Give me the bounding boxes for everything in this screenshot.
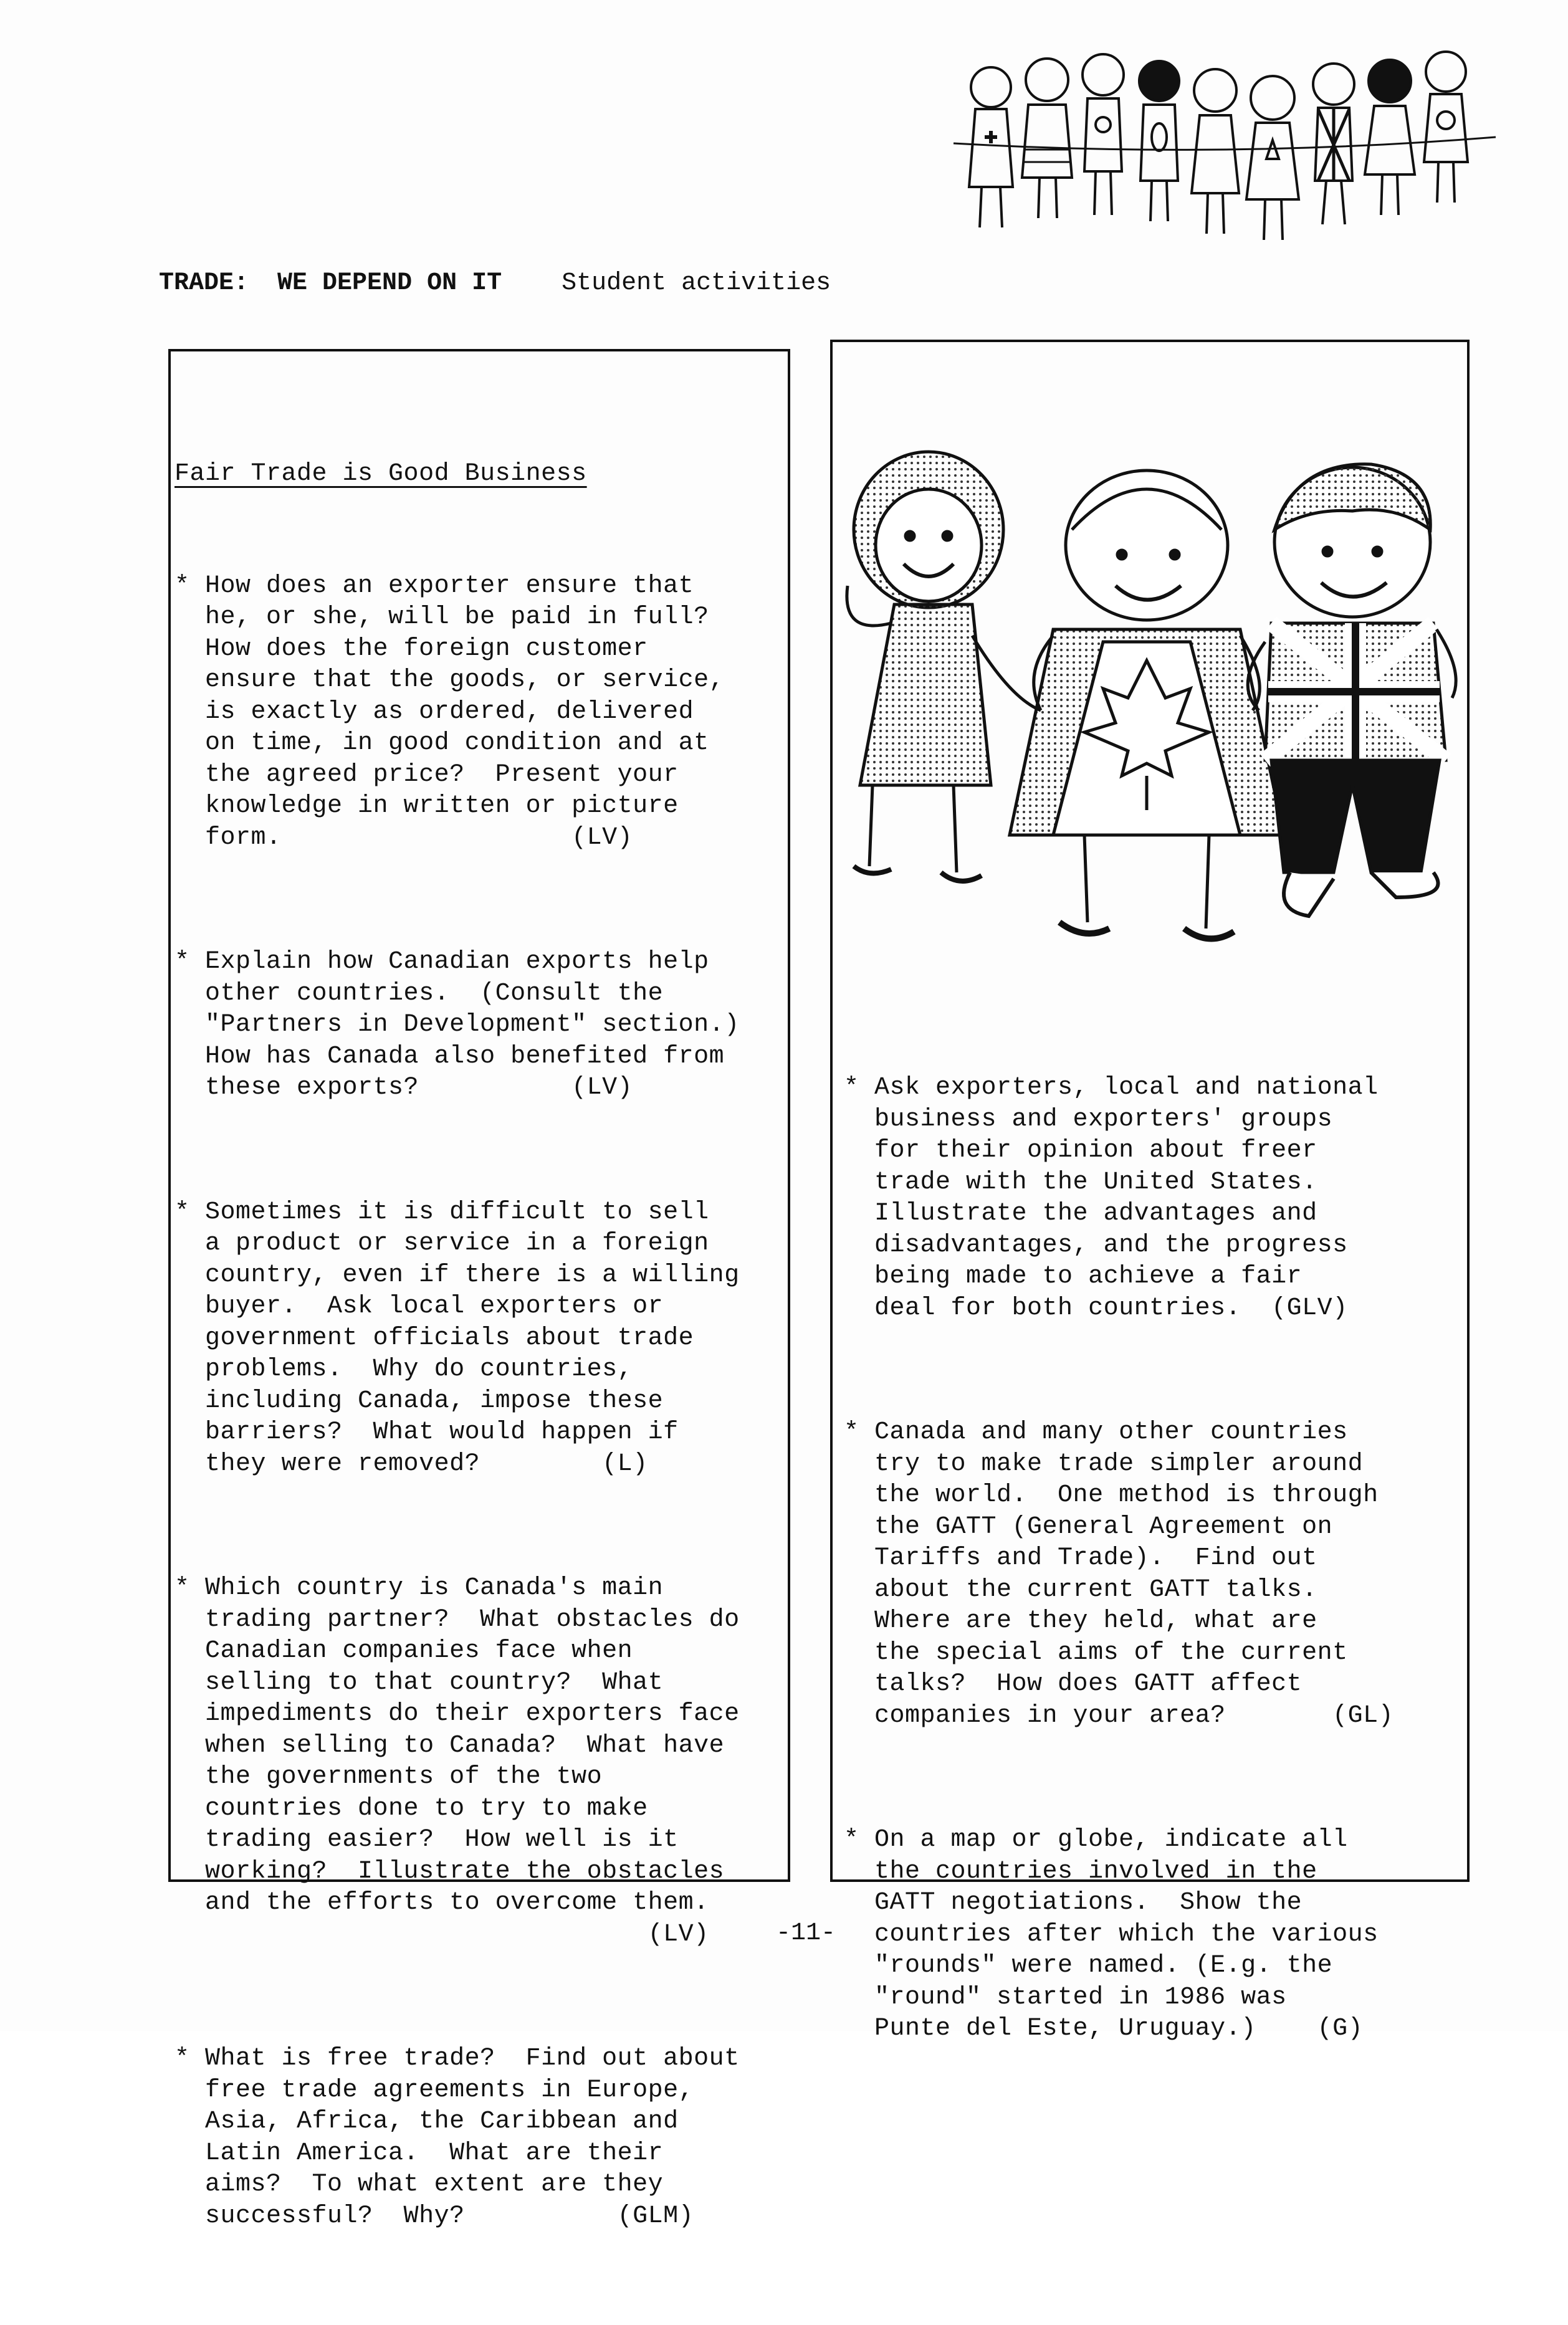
activity-item: * How does an exporter ensure that he, or she, will be paid in full? How does the foreign customer ensure that the goods, or service, is exactly as ordered, delivered on time, in good condition and at the agreed price? Present your knowledge in written or picture form. (LV): [174, 571, 725, 852]
page-number: -11-: [776, 1919, 836, 1947]
activity-item: * Sometimes it is difficult to sell a product or service in a foreign country, even if there is a willing buyer. Ask local exporters or government officials about trade problems. Why do countries, including Canada, impose these barriers? What would happen if they were removed? (L): [174, 1198, 740, 1478]
header-subtitle: Student activities: [562, 269, 831, 297]
activity-item: * On a map or globe, indicate all the countries involved in the GATT negotiations. Show the countries after which the various "rounds" were named. (E.g. the "round" started in 1986 was Punte del Este, Uruguay.) (G): [844, 1826, 1379, 2043]
activity-item: * Which country is Canada's main trading partner? What obstacles do Canadian companies face when selling to that country? What impediments do their exporters face when selling to Canada? What have the governments of the two countries done to try to make trading easier? How well is it working? Illustrate the obstacles and the efforts to overcome them. (LV): [174, 1574, 740, 1949]
activity-item: * What is free trade? Find out about free trade agreements in Europe, Asia, Africa, the Caribbean and Latin America. What are their aims? To what extent are they successful? Why? (GLM): [174, 2045, 740, 2230]
left-column: [174, 396, 740, 2325]
activity-item: * Ask exporters, local and national business and exporters' groups for their opinion about freer trade with the United States. Illustrate the advantages and disadvantages, and the progress being made to achieve a fair deal for both countries. (GLV): [844, 1074, 1379, 1322]
page-header: [159, 269, 831, 297]
three-children-flags-icon: [835, 436, 1465, 953]
header-title-part1: TRADE:: [159, 269, 249, 297]
section-title: Fair Trade is Good Business: [174, 460, 587, 488]
children-holding-hands-icon: [935, 37, 1514, 243]
activity-item: * Canada and many other countries try to make trade simpler around the world. One method is through the GATT (General Agreement on Tariffs and Trade). Find out about the current GATT talks. Where are they held, what are the special aims of the current talks? How does GATT affect companies in your area? (GL): [844, 1418, 1394, 1730]
right-column: [844, 1010, 1394, 2138]
header-title-part2: WE DEPEND ON IT: [277, 269, 502, 297]
activity-item: * Explain how Canadian exports help other countries. (Consult the "Partners in Development" section.) How has Canada also benefited from these exports? (LV): [174, 948, 740, 1102]
